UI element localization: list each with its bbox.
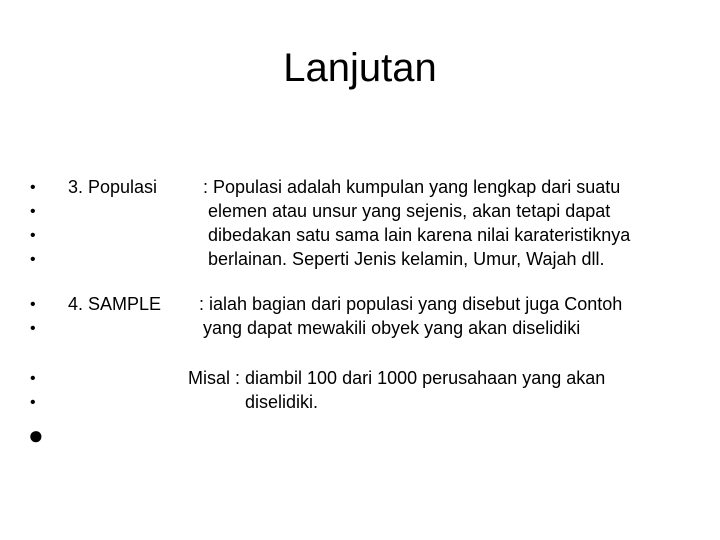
term-sample: 4. SAMPLE: [68, 294, 162, 314]
definition-line: : ialah bagian dari populasi yang disebut juga Contoh: [199, 294, 623, 314]
definition-line: : Populasi adalah kumpulan yang lengkap dari suatu: [203, 177, 621, 197]
definition-line: yang dapat mewakili obyek yang akan diselidiki: [203, 318, 581, 338]
bullet-marker: •: [30, 296, 36, 313]
example-line: diselidiki.: [245, 392, 319, 412]
term-populasi: 3. Populasi: [68, 177, 158, 197]
bullet-marker: •: [30, 251, 36, 268]
bullet-marker: •: [30, 179, 36, 196]
definition-line: elemen atau unsur yang sejenis, akan tetapi dapat: [208, 201, 611, 221]
bullet-marker: •: [30, 203, 36, 220]
definition-line: berlainan. Seperti Jenis kelamin, Umur, Wajah dll.: [208, 249, 605, 269]
definition-line: dibedakan satu sama lain karena nilai karateristiknya: [208, 225, 631, 245]
bullet-marker-large: ●: [28, 420, 44, 450]
bullet-marker: •: [30, 227, 36, 244]
slide-title: Lanjutan: [283, 46, 437, 90]
bullet-marker: •: [30, 370, 36, 387]
bullet-marker: •: [30, 320, 36, 337]
example-line: Misal : diambil 100 dari 1000 perusahaan yang akan: [188, 368, 606, 388]
bullet-marker: •: [30, 394, 36, 411]
